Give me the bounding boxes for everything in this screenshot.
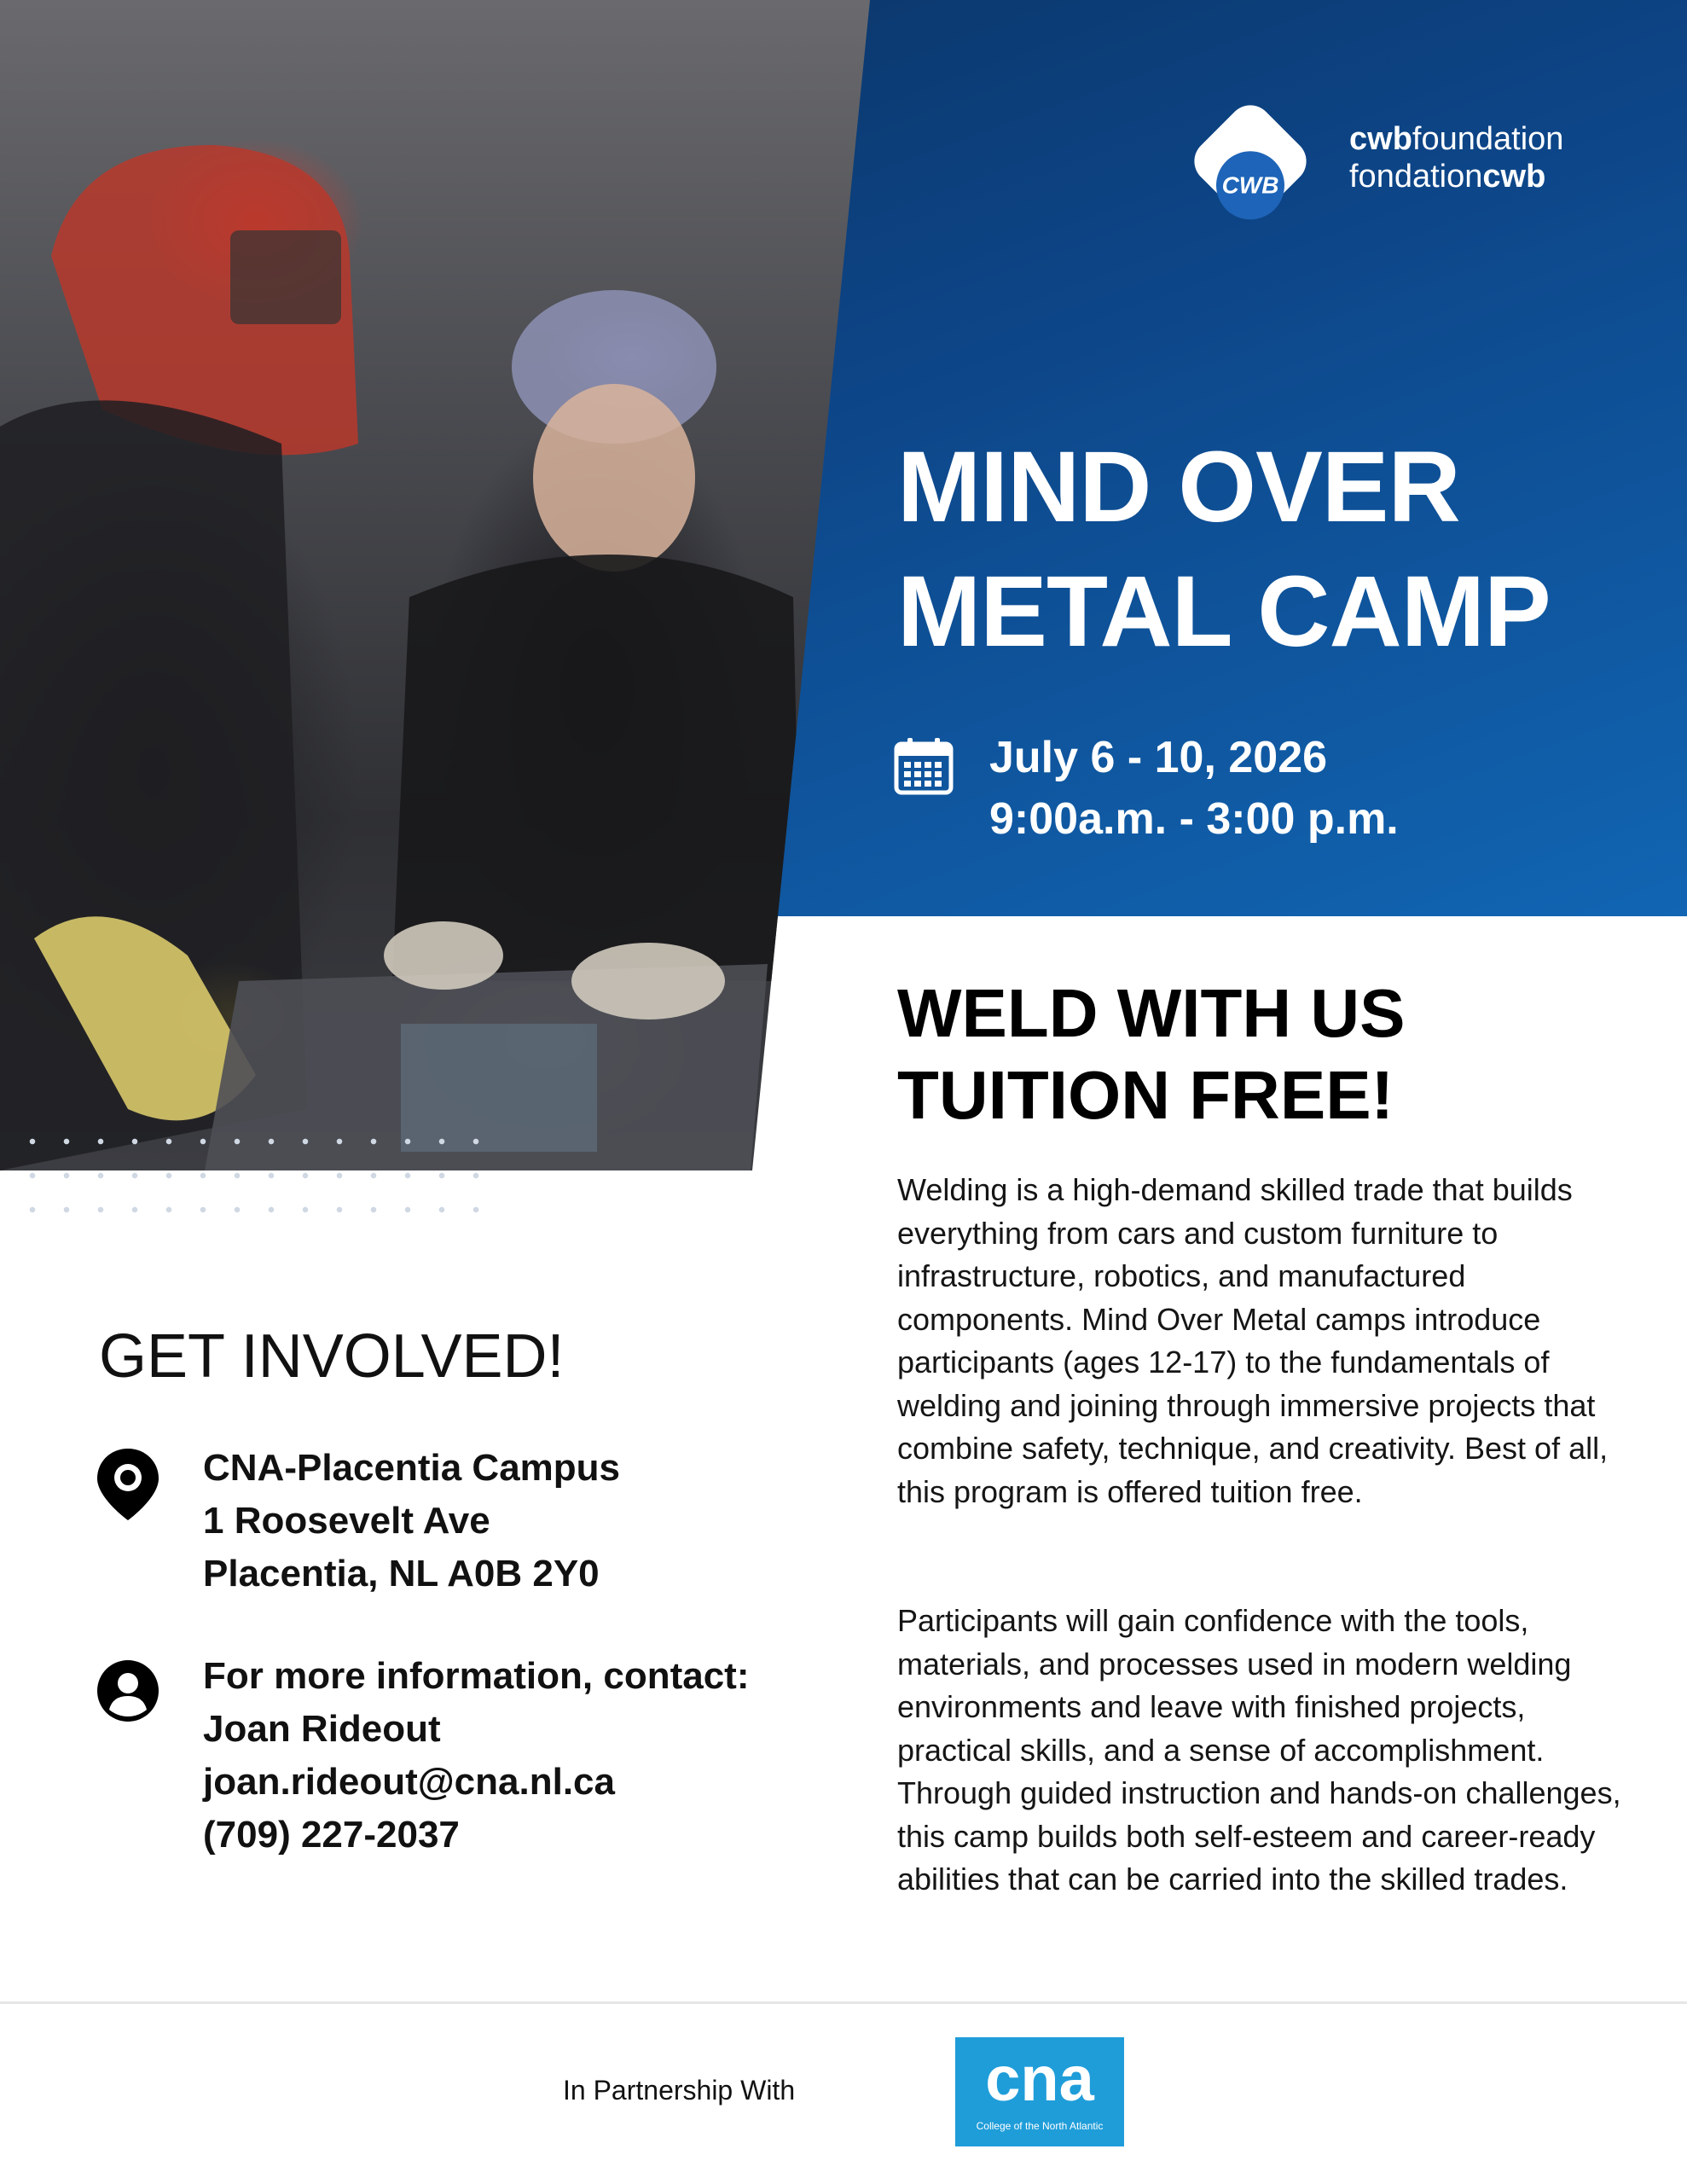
logo-line2-bold: cwb bbox=[1482, 159, 1546, 195]
cna-logo-word: cna bbox=[985, 2043, 1094, 2114]
cna-logo-subtitle: College of the North Atlantic bbox=[976, 2120, 1104, 2132]
cwb-foundation-logo bbox=[1187, 98, 1597, 226]
camp-title-line2: METAL CAMP bbox=[897, 555, 1551, 668]
cna-logo bbox=[955, 2037, 1124, 2146]
tuition-free-heading bbox=[897, 973, 1648, 1136]
map-pin-icon bbox=[96, 1447, 160, 1522]
campus-address bbox=[203, 1442, 620, 1600]
welding-students-photo bbox=[0, 0, 870, 1170]
logo-line1-bold: cwb bbox=[1349, 121, 1412, 157]
footer-divider bbox=[0, 2001, 1687, 2004]
calendar-icon bbox=[894, 737, 954, 795]
decorative-dot-grid bbox=[15, 1124, 493, 1218]
photo-illustration bbox=[0, 0, 870, 1170]
description-paragraph-2: Participants will gain confidence with the tools, materials, and processes used in modern welding environments and leave with finished projects, practical skills, and a sense of accomplishment. Through guided instruction and hands-on challenges, this camp builds both self-esteem and career-ready abilities that can be carried into the skilled trades. bbox=[897, 1603, 1621, 1896]
logo-wordmark bbox=[1349, 120, 1563, 195]
user-icon bbox=[96, 1653, 160, 1728]
address-line3: Placentia, NL A0B 2Y0 bbox=[203, 1553, 600, 1594]
heading-line2: TUITION FREE! bbox=[897, 1057, 1394, 1133]
logo-line2-regular: fondation bbox=[1349, 159, 1483, 195]
contact-info bbox=[203, 1650, 749, 1862]
logo-badge-text: CWB bbox=[1221, 171, 1279, 199]
camp-dates bbox=[989, 727, 1399, 850]
contact-email-link[interactable]: joan.rideout@cna.nl.ca bbox=[203, 1761, 615, 1803]
contact-name: Joan Rideout bbox=[203, 1708, 441, 1750]
heading-line1: WELD WITH US bbox=[897, 975, 1406, 1051]
camp-time: 9:00a.m. - 3:00 p.m. bbox=[989, 794, 1399, 844]
camp-date: July 6 - 10, 2026 bbox=[989, 733, 1328, 782]
address-line1: CNA-Placentia Campus bbox=[203, 1447, 621, 1489]
get-involved-heading: GET INVOLVED! bbox=[99, 1322, 565, 1391]
contact-phone[interactable]: (709) 227-2037 bbox=[203, 1814, 460, 1856]
address-line2: 1 Roosevelt Ave bbox=[203, 1500, 490, 1542]
logo-disc bbox=[1216, 151, 1284, 219]
partner-label: In Partnership With bbox=[563, 2075, 796, 2106]
logo-line1-regular: foundation bbox=[1412, 121, 1564, 157]
description-paragraph-1: Welding is a high-demand skilled trade that builds everything from cars and custom furniture to infrastructure, robotics, and manufactured components. Mind Over Metal camps introduce participants (ages 12-17) to the fundamentals of welding and joining through immersive projects that combine safety, technique, and creativity. Best of all, this program is offered tuition free. bbox=[897, 1172, 1609, 1509]
contact-label: For more information, contact: bbox=[203, 1655, 750, 1697]
camp-title-line1: MIND OVER bbox=[897, 431, 1460, 543]
camp-title bbox=[897, 425, 1665, 674]
logo-badge bbox=[1186, 96, 1316, 227]
